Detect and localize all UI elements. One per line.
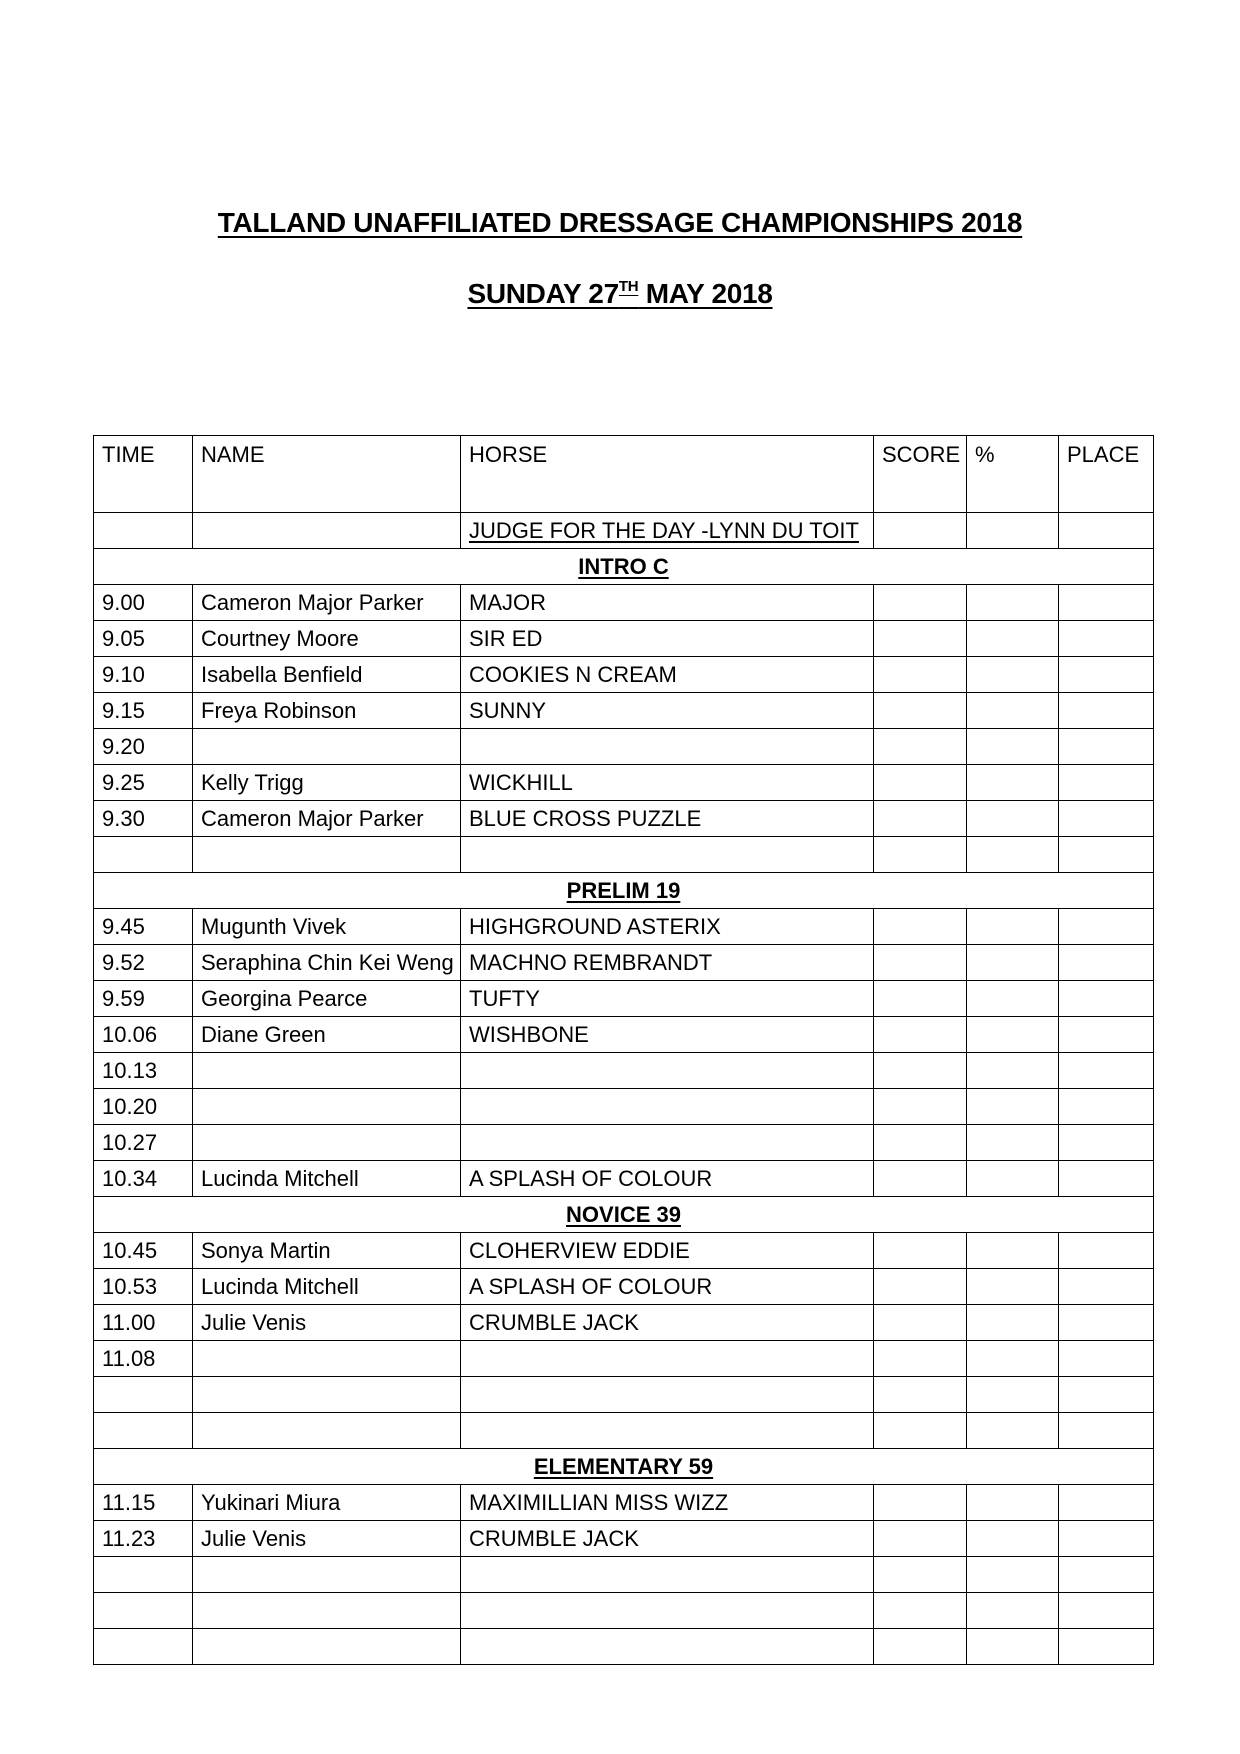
section-title-text: ELEMENTARY 59 [533,1453,714,1479]
place-cell [1059,1629,1154,1665]
percent-cell [967,1521,1059,1557]
percent-cell [967,981,1059,1017]
page-title-text: TALLAND UNAFFILIATED DRESSAGE CHAMPIONSHIPS 2018 [217,207,1023,238]
table-cell [1059,513,1154,549]
rider-name-cell: Lucinda Mitchell [193,1269,461,1305]
time-cell: 11.23 [94,1521,193,1557]
place-cell [1059,1485,1154,1521]
time-cell: 11.15 [94,1485,193,1521]
place-cell [1059,693,1154,729]
time-cell: 10.20 [94,1089,193,1125]
place-cell [1059,981,1154,1017]
horse-name-cell [461,1377,874,1413]
schedule-body [94,513,1154,1665]
horse-name-cell: BLUE CROSS PUZZLE [461,801,874,837]
score-cell [874,657,967,693]
table-row [94,693,1154,729]
rider-name-cell [193,1557,461,1593]
page-title [0,207,1240,239]
time-cell: 11.00 [94,1305,193,1341]
table-row [94,837,1154,873]
time-cell [94,1629,193,1665]
time-cell: 9.10 [94,657,193,693]
time-cell: 10.06 [94,1017,193,1053]
event-date [0,278,1240,310]
rider-name-cell: Courtney Moore [193,621,461,657]
table-row [94,1305,1154,1341]
time-cell [94,837,193,873]
table-cell [967,513,1059,549]
horse-name-cell [461,1053,874,1089]
table-row [94,1089,1154,1125]
place-cell [1059,1305,1154,1341]
horse-name-cell: MACHNO REMBRANDT [461,945,874,981]
column-header-name: NAME [193,436,461,513]
score-cell [874,909,967,945]
table-row [94,1341,1154,1377]
percent-cell [967,837,1059,873]
section-title [94,549,1154,585]
rider-name-cell [193,1341,461,1377]
time-cell: 10.13 [94,1053,193,1089]
percent-cell [967,945,1059,981]
section-header-row [94,1197,1154,1233]
section-header-row [94,873,1154,909]
rider-name-cell: Sonya Martin [193,1233,461,1269]
rider-name-cell: Kelly Trigg [193,765,461,801]
column-header-percent: % [967,436,1059,513]
place-cell [1059,765,1154,801]
place-cell [1059,945,1154,981]
score-cell [874,1161,967,1197]
percent-cell [967,1233,1059,1269]
table-row [94,1593,1154,1629]
horse-name-cell: MAXIMILLIAN MISS WIZZ [461,1485,874,1521]
time-cell: 9.20 [94,729,193,765]
rider-name-cell: Julie Venis [193,1305,461,1341]
place-cell [1059,621,1154,657]
percent-cell [967,1485,1059,1521]
place-cell [1059,1125,1154,1161]
table-row [94,729,1154,765]
table-row [94,1629,1154,1665]
score-cell [874,1089,967,1125]
section-title [94,1197,1154,1233]
score-cell [874,1125,967,1161]
place-cell [1059,1521,1154,1557]
percent-cell [967,1269,1059,1305]
percent-cell [967,1017,1059,1053]
time-cell [94,1377,193,1413]
score-cell [874,1233,967,1269]
table-row [94,1125,1154,1161]
horse-name-cell: MAJOR [461,585,874,621]
place-cell [1059,1017,1154,1053]
horse-name-cell [461,1089,874,1125]
time-cell: 10.27 [94,1125,193,1161]
score-cell [874,1557,967,1593]
percent-cell [967,909,1059,945]
place-cell [1059,1233,1154,1269]
horse-name-cell: HIGHGROUND ASTERIX [461,909,874,945]
rider-name-cell: Diane Green [193,1017,461,1053]
table-row [94,621,1154,657]
time-cell [94,1593,193,1629]
place-cell [1059,1377,1154,1413]
percent-cell [967,1305,1059,1341]
table-header-row [94,436,1154,513]
percent-cell [967,1413,1059,1449]
place-cell [1059,1089,1154,1125]
time-cell: 9.05 [94,621,193,657]
table-row [94,1377,1154,1413]
table-row [94,1269,1154,1305]
horse-name-cell [461,729,874,765]
percent-cell [967,657,1059,693]
rider-name-cell: Isabella Benfield [193,657,461,693]
score-cell [874,1341,967,1377]
judge-label: JUDGE FOR THE DAY -LYNN DU TOIT [469,517,859,543]
event-date-day: SUNDAY 27 [467,278,619,309]
percent-cell [967,765,1059,801]
horse-name-cell [461,1341,874,1377]
column-header-place: PLACE [1059,436,1154,513]
percent-cell [967,1161,1059,1197]
time-cell: 11.08 [94,1341,193,1377]
event-date-text [467,278,772,309]
place-cell [1059,1341,1154,1377]
horse-name-cell [461,1629,874,1665]
score-cell [874,981,967,1017]
percent-cell [967,1053,1059,1089]
table-row [94,585,1154,621]
horse-name-cell: SIR ED [461,621,874,657]
judge-cell [461,513,874,549]
table-row [94,981,1154,1017]
rider-name-cell: Georgina Pearce [193,981,461,1017]
score-cell [874,1593,967,1629]
rider-name-cell [193,1377,461,1413]
percent-cell [967,1593,1059,1629]
percent-cell [967,1125,1059,1161]
score-cell [874,729,967,765]
score-cell [874,801,967,837]
place-cell [1059,1269,1154,1305]
score-cell [874,1521,967,1557]
table-cell [874,513,967,549]
table-row [94,1413,1154,1449]
score-cell [874,837,967,873]
score-cell [874,1485,967,1521]
score-cell [874,693,967,729]
horse-name-cell [461,1413,874,1449]
percent-cell [967,1341,1059,1377]
percent-cell [967,1629,1059,1665]
table-row [94,909,1154,945]
percent-cell [967,1089,1059,1125]
time-cell: 9.59 [94,981,193,1017]
rider-name-cell: Julie Venis [193,1521,461,1557]
section-title-text: INTRO C [578,553,669,579]
score-cell [874,1377,967,1413]
rider-name-cell [193,1593,461,1629]
time-cell: 9.45 [94,909,193,945]
percent-cell [967,585,1059,621]
rider-name-cell [193,837,461,873]
rider-name-cell: Seraphina Chin Kei Weng [193,945,461,981]
place-cell [1059,837,1154,873]
percent-cell [967,729,1059,765]
time-cell: 9.00 [94,585,193,621]
rider-name-cell [193,1053,461,1089]
section-title [94,1449,1154,1485]
place-cell [1059,801,1154,837]
percent-cell [967,1377,1059,1413]
horse-name-cell: A SPLASH OF COLOUR [461,1269,874,1305]
time-cell: 9.15 [94,693,193,729]
score-cell [874,1413,967,1449]
horse-name-cell: WISHBONE [461,1017,874,1053]
rider-name-cell [193,729,461,765]
horse-name-cell: COOKIES N CREAM [461,657,874,693]
place-cell [1059,1413,1154,1449]
horse-name-cell: CRUMBLE JACK [461,1521,874,1557]
column-header-time: TIME [94,436,193,513]
score-cell [874,765,967,801]
table-row [94,1233,1154,1269]
horse-name-cell [461,837,874,873]
rider-name-cell [193,1629,461,1665]
rider-name-cell: Yukinari Miura [193,1485,461,1521]
section-title-text: NOVICE 39 [566,1201,681,1227]
place-cell [1059,1593,1154,1629]
time-cell: 9.52 [94,945,193,981]
horse-name-cell: SUNNY [461,693,874,729]
event-date-ordinal: TH [618,278,639,295]
table-row [94,657,1154,693]
table-row [94,1017,1154,1053]
column-header-score: SCORE [874,436,967,513]
section-title [94,873,1154,909]
place-cell [1059,729,1154,765]
score-cell [874,945,967,981]
time-cell [94,1413,193,1449]
score-cell [874,585,967,621]
rider-name-cell: Freya Robinson [193,693,461,729]
table-row [94,1053,1154,1089]
horse-name-cell: CRUMBLE JACK [461,1305,874,1341]
table-row [94,1557,1154,1593]
rider-name-cell: Cameron Major Parker [193,801,461,837]
percent-cell [967,693,1059,729]
rider-name-cell [193,1089,461,1125]
percent-cell [967,1557,1059,1593]
time-cell: 9.30 [94,801,193,837]
horse-name-cell [461,1593,874,1629]
section-header-row [94,549,1154,585]
place-cell [1059,1053,1154,1089]
place-cell [1059,909,1154,945]
table-row [94,1521,1154,1557]
column-header-horse: HORSE [461,436,874,513]
score-cell [874,1629,967,1665]
score-cell [874,621,967,657]
table-cell [94,513,193,549]
table-row [94,1161,1154,1197]
rider-name-cell: Lucinda Mitchell [193,1161,461,1197]
judge-row [94,513,1154,549]
table-row [94,945,1154,981]
horse-name-cell [461,1557,874,1593]
horse-name-cell: WICKHILL [461,765,874,801]
horse-name-cell: CLOHERVIEW EDDIE [461,1233,874,1269]
place-cell [1059,585,1154,621]
rider-name-cell [193,1413,461,1449]
rider-name-cell [193,1125,461,1161]
score-cell [874,1053,967,1089]
horse-name-cell [461,1125,874,1161]
event-date-rest: MAY 2018 [638,278,773,309]
place-cell [1059,1161,1154,1197]
score-cell [874,1269,967,1305]
table-cell [193,513,461,549]
horse-name-cell: TUFTY [461,981,874,1017]
percent-cell [967,801,1059,837]
section-title-text: PRELIM 19 [566,877,681,903]
horse-name-cell: A SPLASH OF COLOUR [461,1161,874,1197]
rider-name-cell: Mugunth Vivek [193,909,461,945]
time-cell: 9.25 [94,765,193,801]
table-row [94,765,1154,801]
table-row [94,801,1154,837]
score-cell [874,1017,967,1053]
percent-cell [967,621,1059,657]
section-header-row [94,1449,1154,1485]
time-cell: 10.45 [94,1233,193,1269]
schedule-table [93,435,1154,1665]
table-row [94,1485,1154,1521]
place-cell [1059,657,1154,693]
time-cell: 10.53 [94,1269,193,1305]
rider-name-cell: Cameron Major Parker [193,585,461,621]
time-cell [94,1557,193,1593]
score-cell [874,1305,967,1341]
place-cell [1059,1557,1154,1593]
time-cell: 10.34 [94,1161,193,1197]
